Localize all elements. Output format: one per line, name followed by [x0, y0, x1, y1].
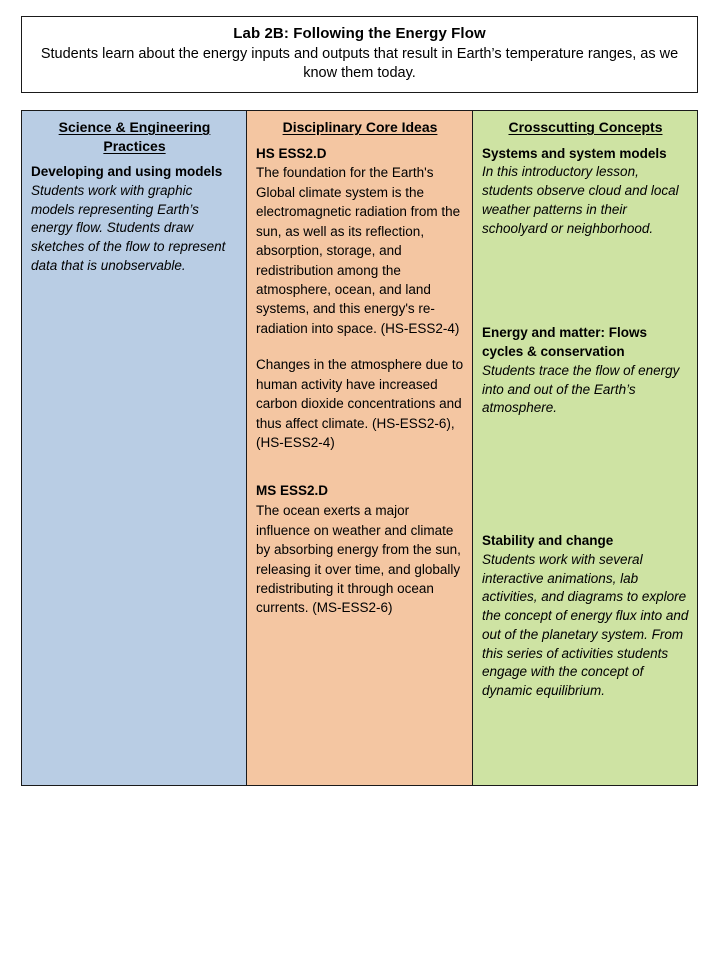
standards-table — [21, 110, 698, 786]
block-body-secondary: Changes in the atmosphere due to human activity have increased carbon dioxide concentrations and thus affect climate. (HS-ESS2-6),(HS-ESS2-4) — [256, 357, 464, 451]
block-title: HS ESS2.D — [256, 145, 327, 161]
block-title: MS ESS2.D — [256, 483, 329, 499]
column-header-label: Crosscutting Concepts — [508, 119, 663, 135]
block-body: The foundation for the Earth's Global climate system is the electromagnetic radiation from the sun, as well as its reflection, absorption, storage, and redistribution among the atmosphere, ocean, and land systems, and this energy's re-radiation into space. (HS-ESS2-4) — [256, 165, 461, 336]
column-header-science-engineering-practices — [31, 118, 238, 155]
block-title: Systems and system models — [482, 145, 667, 161]
column-header-label: Disciplinary Core Ideas — [282, 119, 438, 135]
block-body: In this introductory lesson, students observe cloud and local weather patterns in their schoolyard or neighborhood. — [482, 164, 679, 236]
column-disciplinary-core-ideas — [247, 111, 473, 785]
practice-block-developing-models — [31, 163, 238, 276]
block-spacer — [482, 238, 689, 324]
core-idea-block-hs-ess2d — [256, 145, 464, 453]
block-title: Energy and matter: Flows cycles & conservation — [482, 325, 648, 360]
block-body: The ocean exerts a major influence on weather and climate by absorbing energy from the sun, releasing it over time, and globally redistributing it through ocean currents. (MS-ESS2-6) — [256, 503, 461, 616]
column-science-engineering-practices — [22, 111, 247, 785]
block-body: Students trace the flow of energy into and out of the Earth’s atmosphere. — [482, 362, 680, 416]
column-header-label: Science & Engineering Practices — [58, 119, 211, 154]
block-body: Students work with graphic models representing Earth’s energy flow. Students draw sketches of the flow to represent data that is unobservable. — [31, 182, 226, 273]
page-title: Lab 2B: Following the Energy Flow — [233, 25, 486, 42]
column-header-disciplinary-core-ideas — [256, 118, 464, 137]
crosscutting-block-energy-matter — [482, 324, 689, 418]
block-spacer — [256, 452, 464, 482]
block-title: Developing and using models — [31, 164, 223, 180]
block-body: Students work with several interactive animations, lab activities, and diagrams to explore the concept of energy flux into and out of the planetary system. From this series of activities students engage with the concept of dynamic equilibrium. — [482, 551, 689, 699]
core-idea-block-ms-ess2d — [256, 482, 464, 617]
column-crosscutting-concepts — [473, 111, 697, 785]
block-spacer — [482, 418, 689, 532]
column-header-crosscutting-concepts — [482, 118, 689, 137]
crosscutting-block-stability-change — [482, 532, 689, 701]
page-subtitle: Students learn about the energy inputs and outputs that result in Earth’s temperature ranges, as we know them today. — [40, 45, 679, 81]
block-title: Stability and change — [482, 533, 614, 549]
crosscutting-block-systems-models — [482, 145, 689, 239]
paragraph-spacer — [256, 338, 464, 355]
lesson-title-box — [21, 16, 698, 93]
